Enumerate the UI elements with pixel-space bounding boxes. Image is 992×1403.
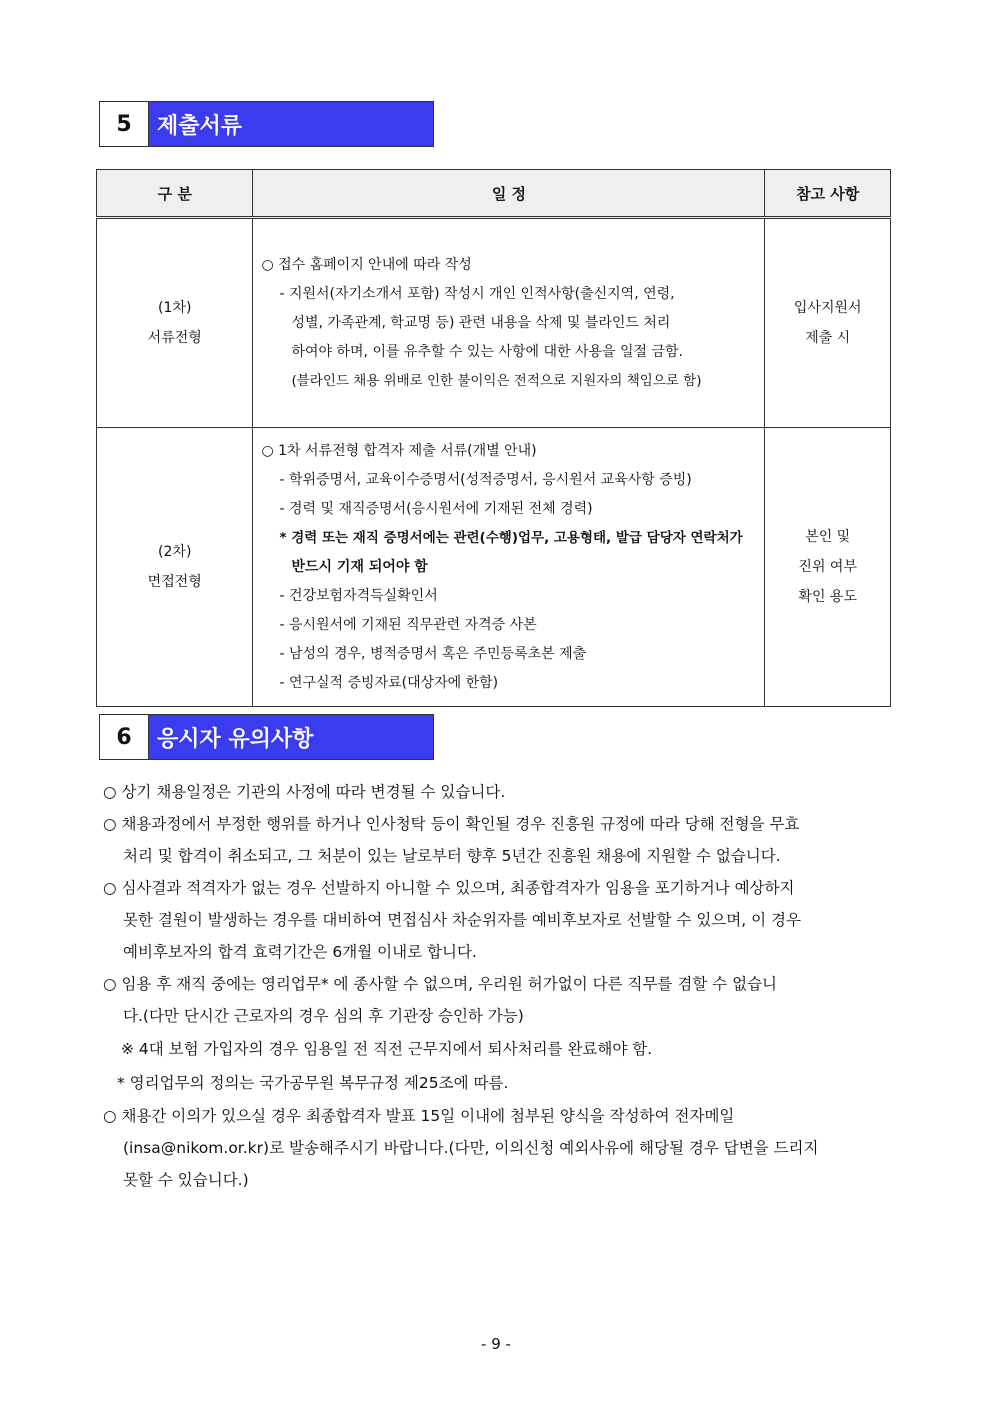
header-note: 참고 사항 <box>765 170 891 218</box>
schedule-line: 성별, 가족관계, 학교명 등) 관련 내용을 삭제 및 블라인드 처리 <box>291 314 671 331</box>
note-item: ○ 임용 후 재직 중에는 영리업무* 에 종사할 수 없으며, 우리원 허가없이 다른 직무를 겸할 수 없습니 <box>103 975 778 993</box>
note-item: ○ 상기 채용일정은 기관의 사정에 따라 변경될 수 있습니다. <box>103 783 506 801</box>
note-item-cont: 다.(다만 단시간 근로자의 경우 심의 후 기관장 승인하 가능) <box>123 1007 524 1025</box>
schedule-line: - 건강보험자격득실확인서 <box>279 587 438 604</box>
note-sub: ※ 4대 보험 가입자의 경우 임용일 전 직전 근무지에서 퇴사처리를 완료해야 함. <box>121 1040 653 1058</box>
schedule-cell <box>253 428 765 707</box>
schedule-line: ○ 접수 홈페이지 안내에 따라 작성 <box>261 256 472 273</box>
schedule-line: - 응시원서에 기재된 직무관련 자격증 사본 <box>279 616 537 633</box>
page-number: - 9 - <box>481 1335 511 1353</box>
section-title: 제출서류 <box>149 102 433 146</box>
documents-table <box>96 169 891 707</box>
section-title: 응시자 유의사항 <box>149 715 433 759</box>
note-item: ○ 채용간 이의가 있으실 경우 최종합격자 발표 15일 이내에 첨부된 양식을 작성하여 전자메일 <box>103 1107 735 1125</box>
schedule-line-emphasis: 반드시 기재 되어야 함 <box>291 558 428 575</box>
note-line: 입사지원서 <box>793 300 862 316</box>
note-footnote: * 영리업무의 정의는 국가공무원 복무규정 제25조에 따름. <box>117 1074 509 1092</box>
note-line: 본인 및 <box>805 529 851 545</box>
header-schedule: 일 정 <box>253 170 765 218</box>
note-cell <box>765 428 891 707</box>
schedule-line: - 학위증명서, 교육이수증명서(성적증명서, 응시원서 교육사항 증빙) <box>279 471 692 488</box>
note-line: 제출 시 <box>805 330 851 346</box>
stage-name: 서류전형 <box>147 330 202 346</box>
schedule-line: - 남성의 경우, 병적증명서 혹은 주민등록초본 제출 <box>279 645 587 662</box>
stage-round: (2차) <box>158 544 192 560</box>
header-category: 구 분 <box>97 170 253 218</box>
table-row <box>97 218 891 428</box>
stage-round: (1차) <box>158 300 192 316</box>
schedule-line: (블라인드 채용 위배로 인한 불이익은 전적으로 지원자의 책임으로 함) <box>291 372 702 389</box>
stage-name: 면접전형 <box>147 574 202 590</box>
note-item: ○ 채용과정에서 부정한 행위를 하거나 인사청탁 등이 확인될 경우 진흥원 규정에 따라 당해 전형을 무효 <box>103 815 800 833</box>
note-item-cont: 못한 결원이 발생하는 경우를 대비하여 면접심사 차순위자를 예비후보자로 선발할 수 있으며, 이 경우 <box>123 911 801 929</box>
schedule-cell <box>253 218 765 428</box>
schedule-line: - 지원서(자기소개서 포함) 작성시 개인 인적사항(출신지역, 연령, <box>279 285 675 302</box>
section-number: 5 <box>100 102 149 146</box>
note-item-cont: 못할 수 있습니다.) <box>123 1171 249 1189</box>
schedule-line: - 연구실적 증빙자료(대상자에 한함) <box>279 674 499 691</box>
note-line: 확인 용도 <box>798 589 857 605</box>
note-item-cont: (insa@nikom.or.kr)로 발송해주시기 바랍니다.(다만, 이의신청 예외사유에 해당될 경우 답변을 드리지 <box>123 1139 819 1157</box>
table-row <box>97 428 891 707</box>
note-item-cont: 처리 및 합격이 취소되고, 그 처분이 있는 날로부터 향후 5년간 진흥원 채용에 지원할 수 없습니다. <box>123 847 781 865</box>
applicant-notes <box>103 776 898 1196</box>
note-cell <box>765 218 891 428</box>
section-number: 6 <box>100 715 149 759</box>
schedule-line-emphasis: * 경력 또는 재직 증명서에는 관련(수행)업무, 고용형태, 발급 담당자 연락처가 <box>279 529 743 546</box>
schedule-line: - 경력 및 재직증명서(응시원서에 기재된 전체 경력) <box>279 500 593 517</box>
note-item-cont: 예비후보자의 합격 효력기간은 6개월 이내로 합니다. <box>123 943 477 961</box>
stage-cell <box>97 218 253 428</box>
note-line: 진위 여부 <box>798 559 857 575</box>
schedule-line: 하여야 하며, 이를 유추할 수 있는 사항에 대한 사용을 일절 금함. <box>291 343 683 360</box>
stage-cell <box>97 428 253 707</box>
schedule-line: ○ 1차 서류전형 합격자 제출 서류(개별 안내) <box>261 442 537 459</box>
section-6-header <box>99 714 434 760</box>
note-item: ○ 심사결과 적격자가 없는 경우 선발하지 아니할 수 있으며, 최종합격자가 임용을 포기하거나 예상하지 <box>103 879 795 897</box>
section-5-header <box>99 101 434 147</box>
